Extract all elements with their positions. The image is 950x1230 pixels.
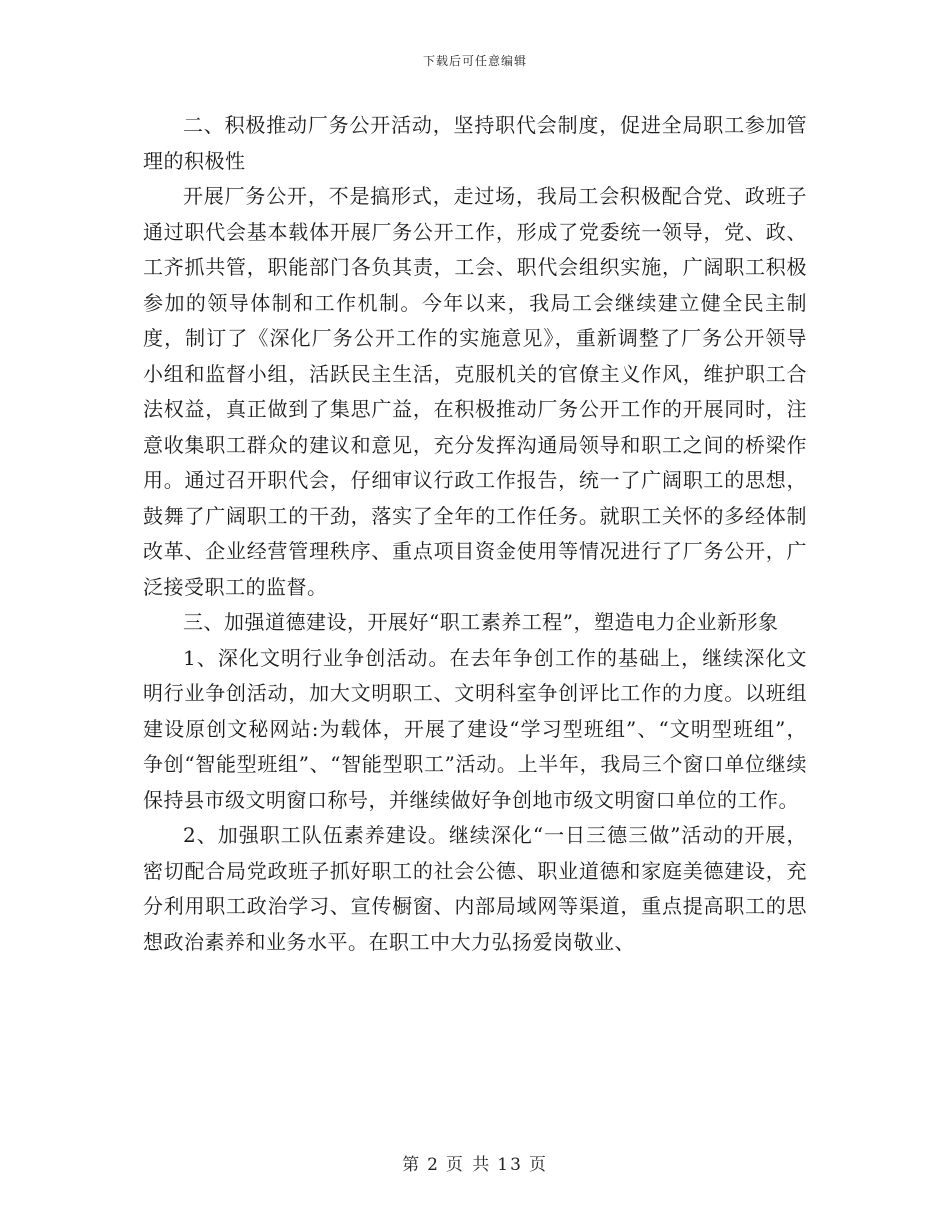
footer-suffix: 页 [528,1155,548,1175]
document-body [143,108,807,960]
section-heading-3: 三、加强道德建设，开展好“职工素养工程”，塑造电力企业新形象 [183,610,779,634]
body-paragraph: 2、加强职工队伍素养建设。继续深化“一日三德三做”活动的开展，密切配合局党政班子抓好职工的社会公德、职业道德和家庭美德建设，充分利用职工政治学习、宣传橱窗、内部局域网等渠道，重点提高职工的思想政治素养和业务水平。在职工中大力弘扬爱岗敬业、 [143,823,807,954]
body-paragraph: 1、深化文明行业争创活动。在去年争创工作的基础上，继续深化文明行业争创活动，加大文明职工、文明科室争创评比工作的力度。以班组建设原创文秘网站:为载体，开展了建设“学习型班组”、“文明型班组”，争创“智能型班组”、“智能型职工”活动。上半年，我局三个窗口单位继续保持县市级文明窗口称号，并继续做好争创地市级文明窗口单位的工作。 [143,645,807,812]
footer-middle: 页 共 [445,1155,492,1175]
page-footer [0,1150,950,1175]
total-pages-number: 13 [497,1155,523,1175]
footer-prefix: 第 [402,1155,422,1175]
section-heading-2: 二、积极推动厂务公开活动，坚持职代会制度，促进全局职工参加管理的积极性 [143,113,807,173]
page-header: 下载后可任意编辑 [422,54,527,68]
current-page-number: 2 [427,1155,440,1175]
body-paragraph: 开展厂务公开，不是搞形式，走过场，我局工会积极配合党、政班子通过职代会基本载体开展厂务公开工作，形成了党委统一领导，党、政、工齐抓共管，职能部门各负其责，工会、职代会组织实施，广阔职工积极参加的领导体制和工作机制。今年以来，我局工会继续建立健全民主制度，制订了《深化厂务公开工作的实施意见》，重新调整了厂务公开领导小组和监督小组，活跃民主生活，克服机关的官僚主义作风，维护职工合法权益，真正做到了集思广益，在积极推动厂务公开工作的开展同时，注意收集职工群众的建议和意见，充分发挥沟通局领导和职工之间的桥梁作用。通过召开职代会，仔细审议行政工作报告，统一了广阔职工的思想，鼓舞了广阔职工的干劲，落实了全年的工作任务。就职工关怀的多经体制改革、企业经营管理秩序、重点项目资金使用等情况进行了厂务公开，广泛接受职工的监督。 [143,184,807,599]
